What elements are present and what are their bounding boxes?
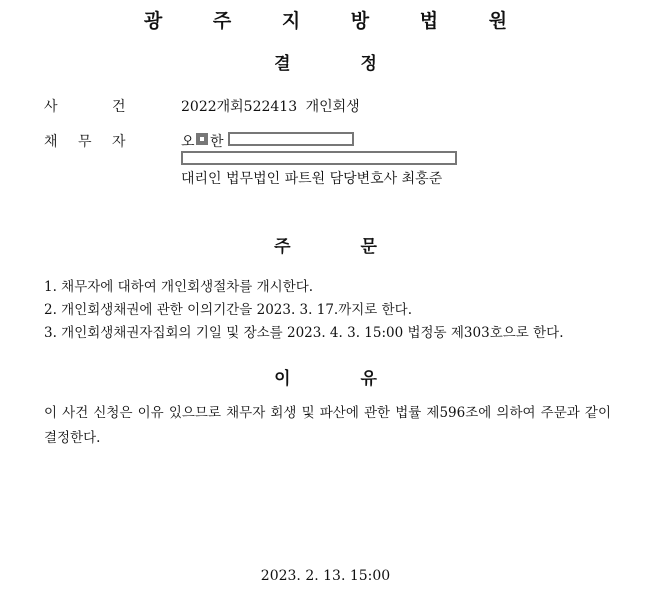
redaction-box bbox=[228, 132, 354, 146]
debtor-label-char-1: 채 bbox=[44, 134, 58, 150]
decision-date: 2023. 2. 13. 15:00 bbox=[260, 568, 391, 584]
decision-title-char-1: 결 bbox=[274, 54, 291, 74]
order-title-char-1: 주 bbox=[274, 237, 291, 257]
debtor-agent: 대리인 법무법인 파트원 담당변호사 최홍준 bbox=[181, 171, 443, 187]
redaction-box bbox=[181, 151, 457, 165]
court-name: 광 주 지 방 법 원 bbox=[143, 10, 530, 32]
order-title-char-2: 문 bbox=[360, 237, 377, 257]
reason-title-char-2: 유 bbox=[360, 369, 377, 389]
order-item-3: 3. 개인회생채권자집회의 기일 및 장소를 2023. 4. 3. 15:00 법정동 제303호으로 한다. bbox=[44, 325, 564, 341]
debtor-name-prefix: 오 bbox=[181, 134, 195, 150]
reason-text: 이 사건 신청은 이유 있으므로 채무자 회생 및 파산에 관한 법률 제596조에 의하여 주문과 같이 결정한다. bbox=[44, 405, 611, 446]
case-label-char-1: 사 bbox=[44, 99, 58, 115]
reason-title bbox=[0, 364, 651, 389]
decision-title bbox=[0, 49, 651, 74]
debtor-label bbox=[44, 131, 146, 151]
case-label bbox=[44, 96, 146, 116]
redaction-box bbox=[196, 133, 208, 145]
order-title bbox=[0, 232, 651, 257]
debtor-label-char-2: 무 bbox=[78, 134, 92, 150]
order-item-2: 2. 개인회생채권에 관한 이의기간을 2023. 3. 17.까지로 한다. bbox=[44, 302, 412, 318]
debtor-name-suffix: 한 bbox=[210, 134, 224, 150]
decision-title-char-2: 정 bbox=[360, 54, 377, 74]
reason-title-char-1: 이 bbox=[274, 369, 291, 389]
case-value: 2022개회522413 개인회생 bbox=[181, 99, 360, 115]
debtor-label-char-3: 자 bbox=[112, 134, 126, 150]
case-label-char-3: 건 bbox=[112, 99, 126, 115]
order-item-1: 1. 채무자에 대하여 개인회생절차를 개시한다. bbox=[44, 279, 314, 295]
